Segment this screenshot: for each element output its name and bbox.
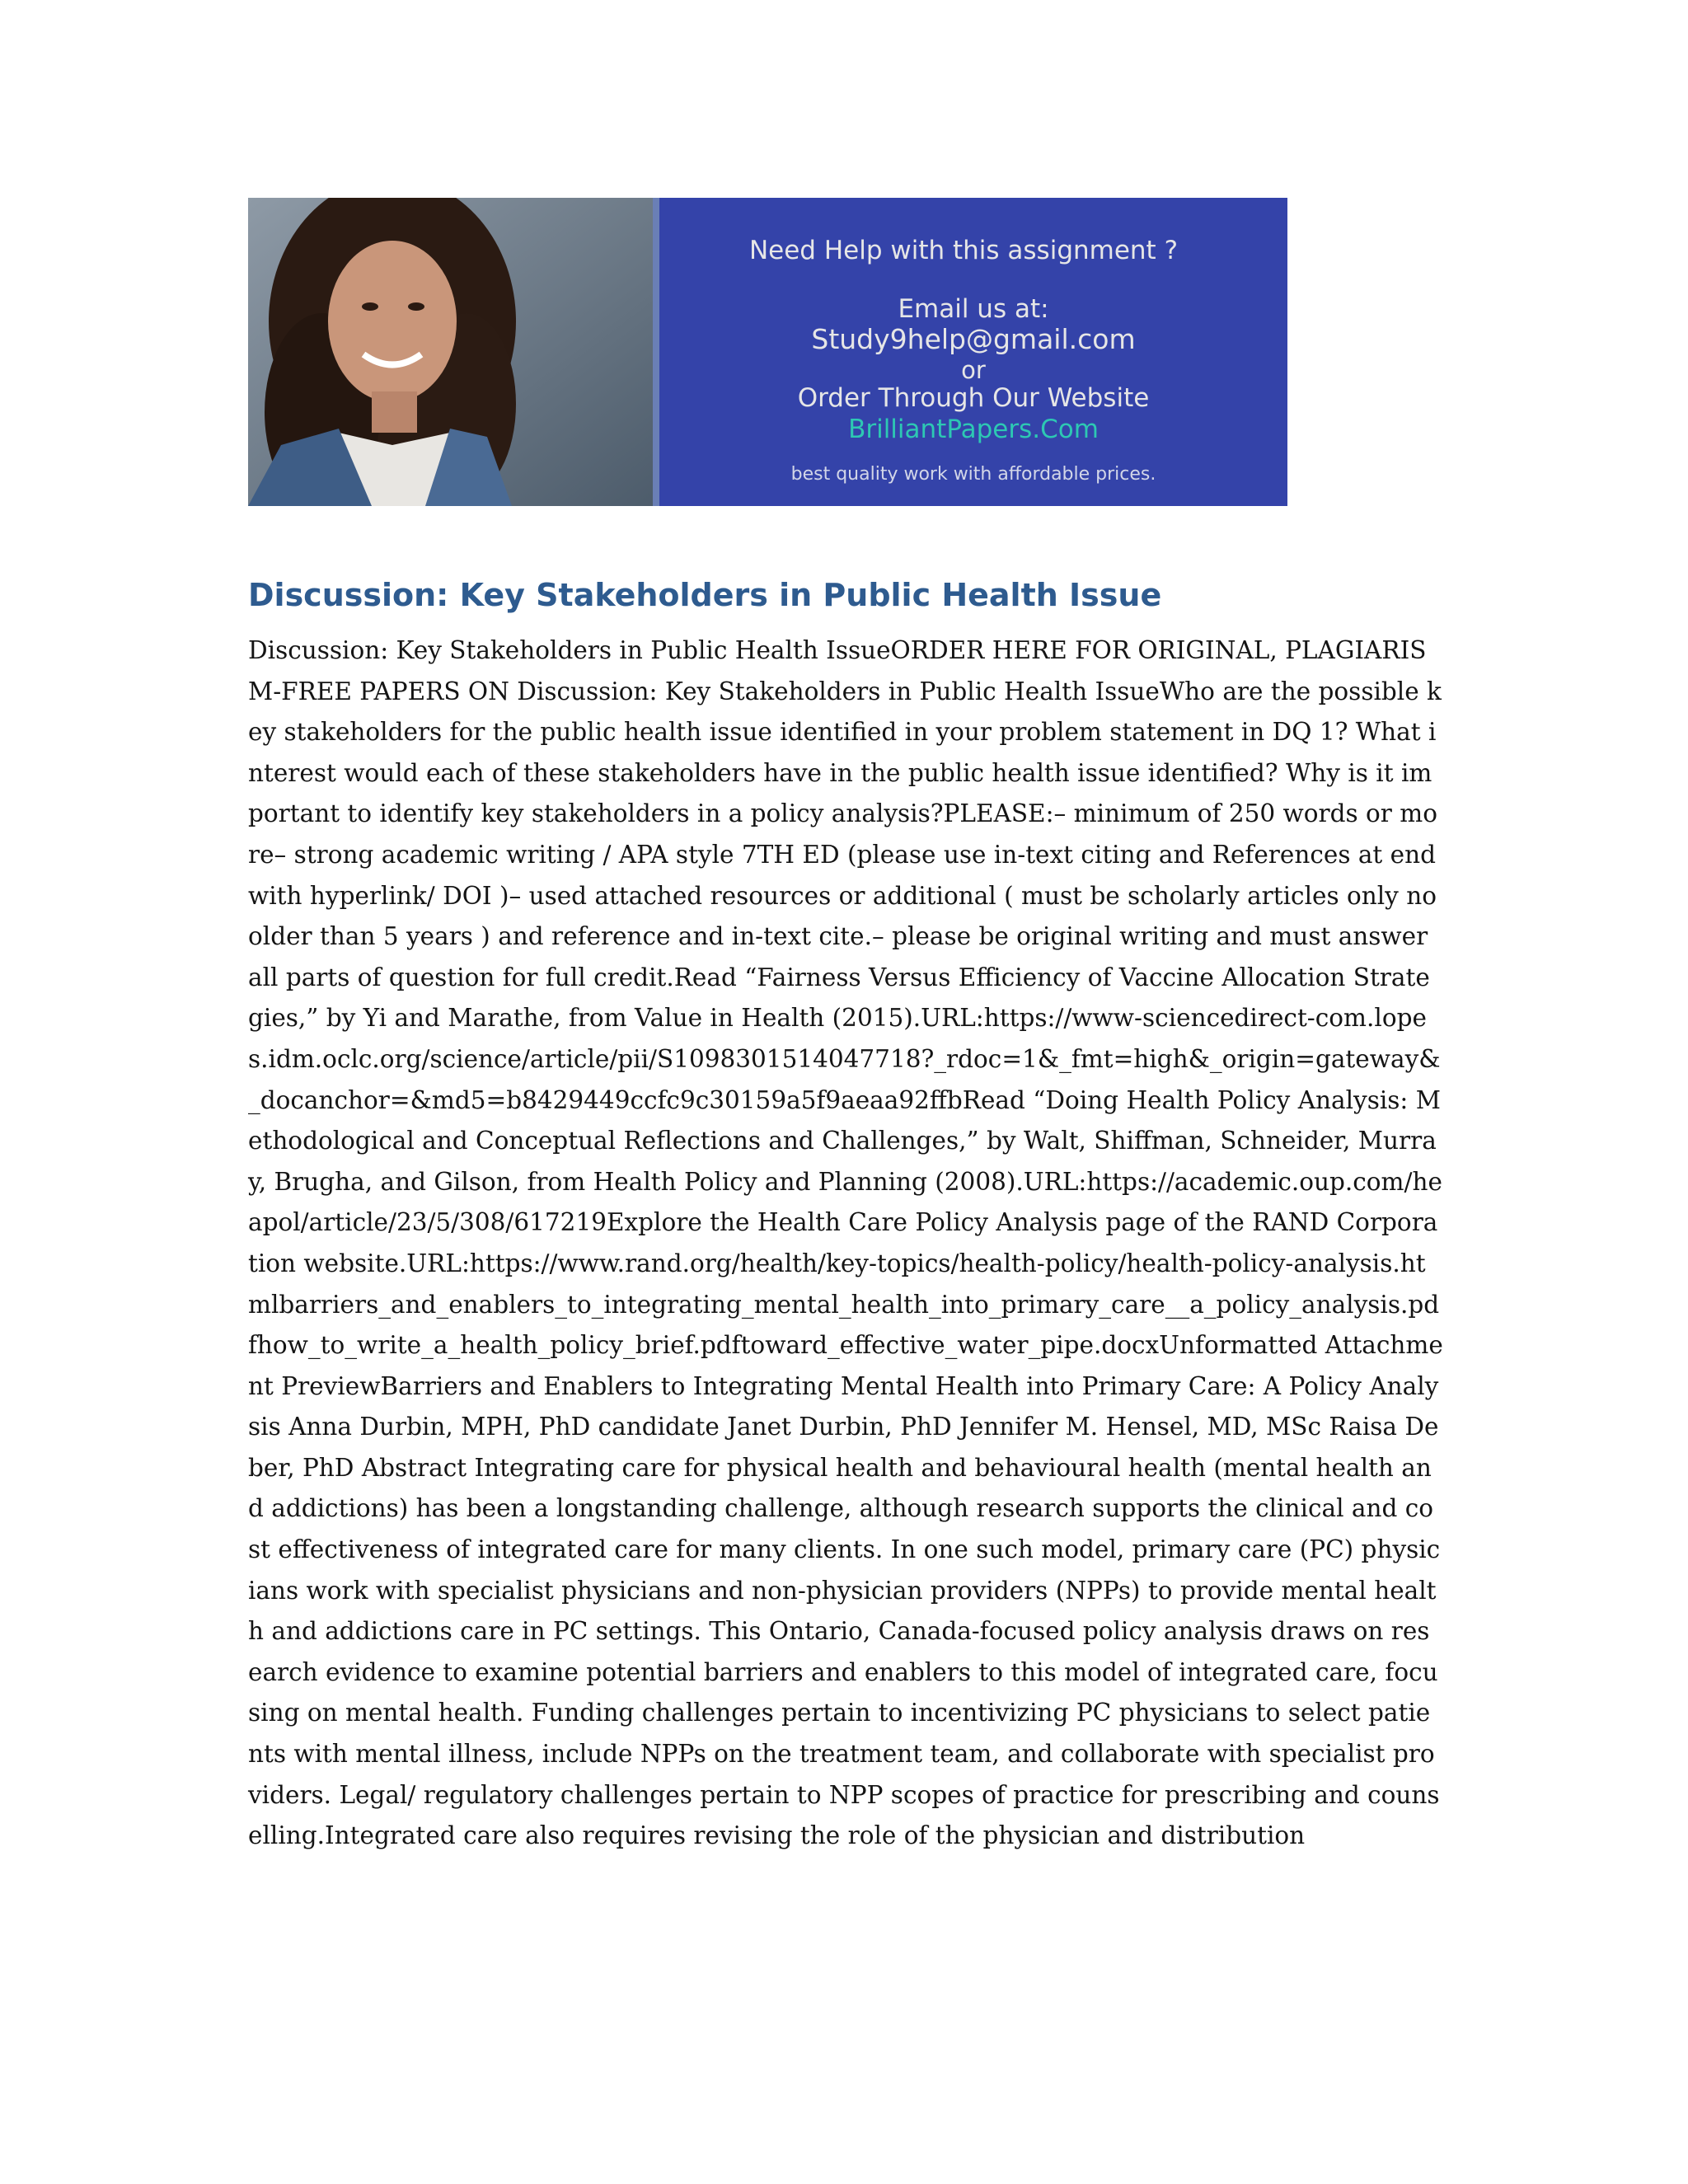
ad-or: or xyxy=(961,356,986,384)
ad-email-label: Email us at: xyxy=(898,294,1049,324)
ad-tagline: best quality work with affordable prices. xyxy=(790,464,1156,485)
ad-website-link[interactable]: BrilliantPapers.Com xyxy=(848,415,1099,444)
ad-question: Need Help with this assignment ? xyxy=(748,236,1179,265)
advertisement-banner[interactable] xyxy=(248,198,1287,506)
woman-photo xyxy=(248,198,653,506)
ad-email-link[interactable]: Study9help@gmail.com xyxy=(811,323,1136,355)
document-title: Discussion: Key Stakeholders in Public Health Issue xyxy=(248,577,1162,613)
document-body: Discussion: Key Stakeholders in Public Health IssueORDER HERE FOR ORIGINAL, PLAGIARISM-FREE PAPERS ON Discussion: Key Stakeholders in Public Health IssueWho are the possible key stakeholders for the public health issue identified in your problem statement in DQ 1? What interest would each of these stakeholders have in the public health issue identified? Why is it important to identify key stakeholders in a policy analysis?PLEASE:– minimum of 250 words or more– strong academic writing / APA style 7TH ED (please use in-text citing and References at end with hyperlink/ DOI )– used attached resources or additional ( must be scholarly articles only no older than 5 years ) and reference and in-text cite.– please be original writing and must answer all parts of question for full credit.Read “Fairness Versus Efficiency of Vaccine Allocation Strategies,” by Yi and Marathe, from Value in Health (2015).URL:https://www-sciencedirect-com.lopes.idm.oclc.org/science/article/pii/S1098301514047718?_rdoc=1&_fmt=high&_origin=gateway&_docanchor=&md5=b8429449ccfc9c30159a5f9aeaa92ffbRead “Doing Health Policy Analysis: Methodological and Conceptual Reflections and Challenges,” by Walt, Shiffman, Schneider, Murray, Brugha, and Gilson, from Health Policy and Planning (2008).URL:https://academic.oup.com/heapol/article/23/5/308/617219Explore the Health Care Policy Analysis page of the RAND Corporation website.URL:https://www.rand.org/health/key-topics/health-policy/health-policy-analysis.htmlbarriers_and_enablers_to_integrating_mental_health_into_primary_care__a_policy_analysis.pdfhow_to_write_a_health_policy_brief.pdftoward_effective_water_pipe.docxUnformatted Attachment PreviewBarriers and Enablers to Integrating Mental Health into Primary Care: A Policy Analysis Anna Durbin, MPH, PhD candidate Janet Durbin, PhD Jennifer M. Hensel, MD, MSc Raisa Deber, PhD Abstract Integrating care for physical health and behavioural health (mental health and addictions) has been a longstanding challenge, although research supports the clinical and cost effectiveness of integrated care for many clients. In one such model, primary care (PC) physicians work with specialist physicians and non-physician providers (NPPs) to provide mental health and addictions care in PC settings. This Ontario, Canada-focused policy analysis draws on research evidence to examine potential barriers and enablers to this model of integrated care, focusing on mental health. Funding challenges pertain to incentivizing PC physicians to select patients with mental illness, include NPPs on the treatment team, and collaborate with specialist providers. Legal/ regulatory challenges pertain to NPP scopes of practice for prescribing and counselling.Integrated care also requires revising the role of the physician and distribution xyxy=(248,636,1443,1850)
portrait-image xyxy=(248,198,653,506)
banner-divider xyxy=(653,198,659,506)
help-ad-panel[interactable] xyxy=(659,198,1287,506)
ad-order-text: Order Through Our Website xyxy=(797,383,1150,413)
